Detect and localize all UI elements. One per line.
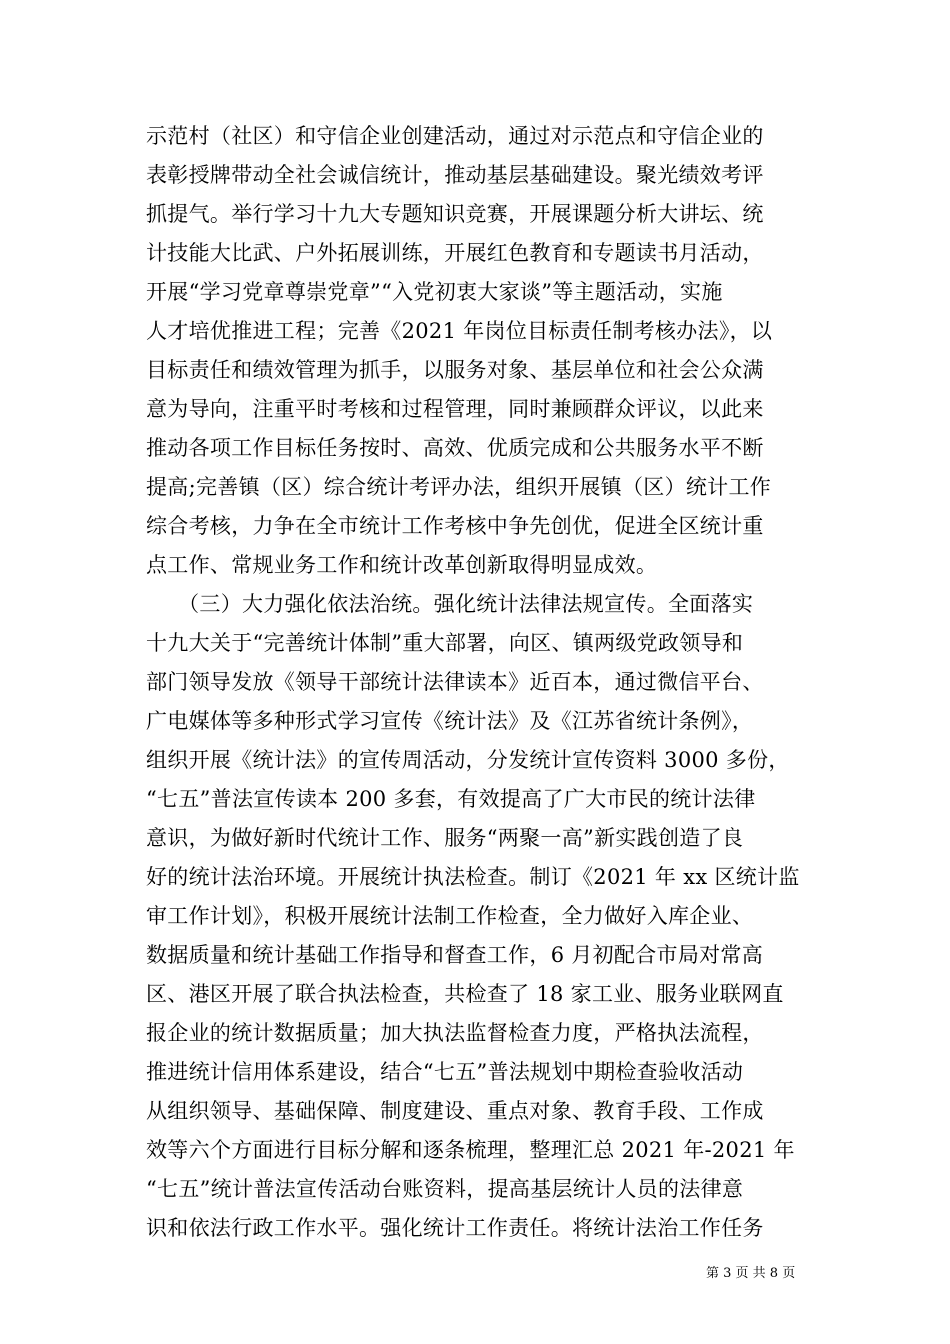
text-line: 综合考核，力争在全市统计工作考核中争先创优，促进全区统计重 bbox=[146, 514, 764, 538]
text-line: 识和依法行政工作水平。强化统计工作责任。将统计法治工作任务 bbox=[146, 1216, 764, 1240]
page-number: 第 3 页 共 8 页 bbox=[706, 1266, 796, 1281]
text-line: 计技能大比武、户外拓展训练，开展红色教育和专题读书月活动， bbox=[146, 241, 764, 265]
text-line: 部门领导发放《领导干部统计法律读本》近百本，通过微信平台、 bbox=[146, 670, 764, 694]
text-line: 点工作、常规业务工作和统计改革创新取得明显成效。 bbox=[146, 553, 658, 577]
text-line: 推进统计信用体系建设，结合“七五”普法规划中期检查验收活动 bbox=[146, 1060, 744, 1084]
text-line: 从组织领导、基础保障、制度建设、重点对象、教育手段、工作成 bbox=[146, 1099, 764, 1123]
text-line: 开展“学习党章尊崇党章”“入党初衷大家谈”等主题活动，实施 bbox=[146, 280, 723, 304]
text-line: 效等六个方面进行目标分解和逐条梳理，整理汇总 2021 年-2021 年 bbox=[146, 1138, 795, 1162]
text-line: 表彰授牌带动全社会诚信统计，推动基层基础建设。聚光绩效考评 bbox=[146, 163, 764, 187]
text-line: 意为导向，注重平时考核和过程管理，同时兼顾群众评议，以此来 bbox=[146, 397, 764, 421]
text-line: 人才培优推进工程；完善《2021 年岗位目标责任制考核办法》，以 bbox=[146, 319, 773, 343]
text-line: 报企业的统计数据质量；加大执法监督检查力度，严格执法流程， bbox=[146, 1021, 764, 1045]
paragraph-start-line: （三）大力强化依法治统。强化统计法律法规宣传。全面落实 bbox=[146, 592, 754, 616]
text-line: 数据质量和统计基础工作指导和督查工作，6 月初配合市局对常高 bbox=[146, 943, 764, 967]
text-line: 广电媒体等多种形式学习宣传《统计法》及《江苏省统计条例》， bbox=[146, 709, 754, 733]
body-text bbox=[146, 117, 808, 1248]
text-line: 好的统计法治环境。开展统计执法检查。制订《2021 年 xx 区统计监 bbox=[146, 865, 800, 889]
text-line: 十九大关于“完善统计体制”重大部署，向区、镇两级党政领导和 bbox=[146, 631, 744, 655]
text-line: 审工作计划》，积极开展统计法制工作检查，全力做好入库企业、 bbox=[146, 904, 754, 928]
text-line: 目标责任和绩效管理为抓手，以服务对象、基层单位和社会公众满 bbox=[146, 358, 764, 382]
text-line: “七五”统计普法宣传活动台账资料，提高基层统计人员的法律意 bbox=[146, 1177, 744, 1201]
text-line: 提高;完善镇（区）综合统计考评办法，组织开展镇（区）统计工作 bbox=[146, 475, 772, 499]
text-line: 组织开展《统计法》的宣传周活动，分发统计宣传资料 3000 多份， bbox=[146, 748, 790, 772]
text-line: 意识，为做好新时代统计工作、服务“两聚一高”新实践创造了良 bbox=[146, 826, 744, 850]
text-line: “七五”普法宣传读本 200 多套，有效提高了广大市民的统计法律 bbox=[146, 787, 756, 811]
text-line: 抓提气。举行学习十九大专题知识竞赛，开展课题分析大讲坛、统 bbox=[146, 202, 764, 226]
text-line: 示范村（社区）和守信企业创建活动，通过对示范点和守信企业的 bbox=[146, 124, 764, 148]
text-line: 推动各项工作目标任务按时、高效、优质完成和公共服务水平不断 bbox=[146, 436, 764, 460]
text-line: 区、港区开展了联合执法检查，共检查了 18 家工业、服务业联网直 bbox=[146, 982, 784, 1006]
